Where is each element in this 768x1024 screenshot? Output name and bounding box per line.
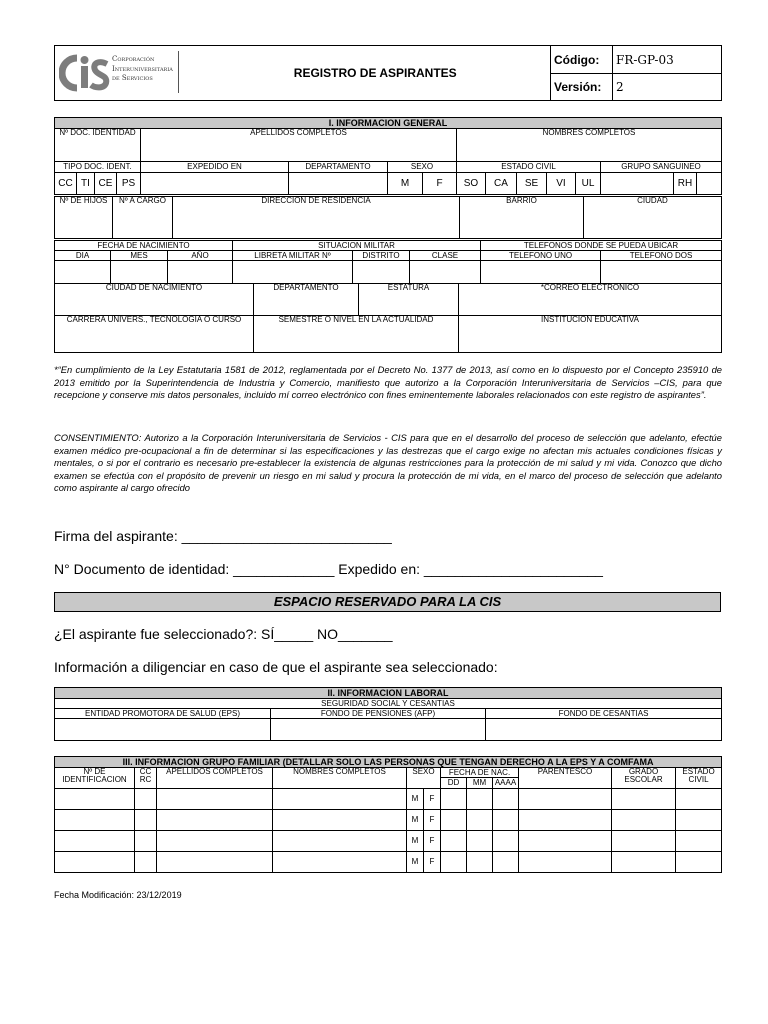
civil-option-vi[interactable]: VI — [547, 173, 576, 195]
fam-grado-cell[interactable] — [612, 810, 676, 831]
institucion-field[interactable]: INSTITUCION EDUCATIVA — [459, 316, 722, 353]
eps-label: ENTIDAD PROMOTORA DE SALUD (EPS) — [55, 709, 271, 719]
situacion-militar-label: SITUACION MILITAR — [233, 241, 481, 251]
fam-sex-f[interactable]: F — [424, 789, 441, 810]
rh-field[interactable]: RH — [674, 173, 697, 195]
libreta-label: LIBRETA MILITAR Nº — [233, 251, 353, 261]
fam-cc-cell[interactable] — [135, 852, 157, 873]
dia-label: DIA — [55, 251, 111, 261]
consent-text — [54, 432, 722, 495]
fam-sex-f[interactable]: F — [424, 831, 441, 852]
fam-cc-label-l1: CC — [139, 767, 152, 776]
carrera-field[interactable]: CARRERA UNIVERS., TECNOLOGIA O CURSO — [55, 316, 254, 353]
distrito-field[interactable] — [353, 261, 410, 284]
fam-cc-label — [135, 768, 157, 789]
eps-field[interactable] — [55, 719, 271, 741]
fam-nombres-label: NOMBRES COMPLETOS — [273, 768, 407, 789]
expedido-label: EXPEDIDO EN — [141, 162, 289, 173]
expedido-field[interactable] — [141, 173, 289, 195]
ano-label: AÑO — [168, 251, 233, 261]
estado-civil-label: ESTADO CIVIL — [457, 162, 601, 173]
fam-apellidos-cell[interactable] — [157, 852, 273, 873]
doc-type-ps[interactable]: PS — [117, 173, 141, 195]
version-label: Versión: — [551, 74, 613, 101]
cis-reserved-banner: ESPACIO RESERVADO PARA LA CIS — [54, 592, 721, 612]
correo-field[interactable]: *CORREO ELECTRONICO — [459, 284, 722, 316]
fam-cc-cell[interactable] — [135, 789, 157, 810]
civil-option-ca[interactable]: CA — [486, 173, 517, 195]
fam-fecha-label: FECHA DE NAC. — [441, 768, 519, 778]
seguridad-label: SEGURIDAD SOCIAL Y CESANTIAS — [55, 699, 722, 709]
grupo-sanguineo-field[interactable] — [601, 173, 674, 195]
signature-line[interactable]: Firma del aspirante: ___________________________ — [54, 528, 392, 544]
sex-option-m[interactable]: M — [388, 173, 423, 195]
fam-estado-label-l1: ESTADO — [682, 767, 715, 776]
distrito-label: DISTRITO — [353, 251, 410, 261]
departamento-label: DEPARTAMENTO — [289, 162, 388, 173]
table-row — [55, 810, 722, 831]
fam-apellidos-cell[interactable] — [157, 789, 273, 810]
mes-field[interactable] — [111, 261, 168, 284]
selected-question[interactable]: ¿El aspirante fue seleccionado?: SÍ_____ NO_______ — [54, 626, 393, 642]
fam-dd-cell[interactable] — [441, 831, 467, 852]
clase-field[interactable] — [410, 261, 481, 284]
section-family-title: III. INFORMACION GRUPO FAMILIAR (DETALLAR SOLO LAS PERSONAS QUE TENGAN DERECHO A LA EPS Y A COMFAMA — [55, 757, 722, 768]
fam-aaaa-cell[interactable] — [493, 831, 519, 852]
doc-type-ti[interactable]: TI — [77, 173, 95, 195]
barrio-field[interactable]: BARRIO — [460, 197, 584, 239]
tel2-label: TELEFONO DOS — [601, 251, 722, 261]
civil-option-so[interactable]: SO — [457, 173, 486, 195]
consent-label: CONSENTIMIENTO: — [54, 432, 142, 443]
fam-parentesco-cell[interactable] — [519, 852, 612, 873]
modification-date: Fecha Modificación: 23/12/2019 — [54, 890, 182, 900]
family-info-table — [54, 756, 722, 873]
afp-label: FONDO DE PENSIONES (AFP) — [271, 709, 486, 719]
clase-label: CLASE — [410, 251, 481, 261]
fam-sexo-label: SEXO — [407, 768, 441, 789]
residence-table — [54, 196, 722, 239]
fam-grado-label — [612, 768, 676, 789]
fam-apellidos-label: APELLIDOS COMPLETOS — [157, 768, 273, 789]
consent-body: Autorizo a la Corporación Interuniversitaria de Servicios - CIS para que en el desarrollo del proceso de selección que adelanto, efectúe examen médico pre-ocupacional a fin de determinar si las especificaciones y las destrezas que el cargo exige no afectan mis actuales condiciones físicas y mentales, o si por el contrario es necesario pre-establecer la existencia de algunas restricciones para la protección de mi salud y mi vida. Conozco que dicho examen se efectúa con el propósito de prevenir un riesgo en mi salud y procura la protección de mi vida, en el marco del proceso de selección que adelanto como aspirante al cargo ofrecido — [54, 432, 722, 493]
civil-option-ul[interactable]: UL — [576, 173, 601, 195]
fam-id-cell[interactable] — [55, 789, 135, 810]
section-labor-title: II. INFORMACION LABORAL — [55, 688, 722, 699]
direccion-field[interactable]: DIRECCION DE RESIDENCIA — [173, 197, 460, 239]
fam-sex-m[interactable]: M — [407, 810, 424, 831]
document-header — [54, 45, 722, 101]
fam-dd-label: DD — [441, 778, 467, 789]
cesantias-field[interactable] — [486, 719, 722, 741]
fam-id-label-l2: IDENTIFICACION — [62, 775, 127, 784]
rh-value-field[interactable] — [697, 173, 722, 195]
fam-mm-cell[interactable] — [467, 789, 493, 810]
fam-parentesco-cell[interactable] — [519, 789, 612, 810]
fam-sex-m[interactable]: M — [407, 852, 424, 873]
logo-cell — [55, 46, 201, 101]
fam-mm-cell[interactable] — [467, 852, 493, 873]
document-title: REGISTRO DE ASPIRANTES — [201, 46, 551, 101]
sexo-label: SEXO — [388, 162, 457, 173]
table-row — [55, 789, 722, 810]
doc-id-field[interactable]: Nº DOC. IDENTIDAD — [55, 129, 141, 162]
tel1-field[interactable] — [481, 261, 601, 284]
nombres-field[interactable]: NOMBRES COMPLETOS — [457, 129, 722, 162]
fam-grado-label-l1: GRADO — [628, 767, 659, 776]
version-value: 2 — [613, 74, 722, 101]
labor-info-table — [54, 687, 722, 741]
logo-text-line: Corporación — [112, 55, 155, 63]
afp-field[interactable] — [271, 719, 486, 741]
dia-field[interactable] — [55, 261, 111, 284]
tel2-field[interactable] — [601, 261, 722, 284]
education-table — [54, 283, 722, 353]
fam-cc-cell[interactable] — [135, 810, 157, 831]
fam-estado-label — [676, 768, 722, 789]
telefonos-label: TELEFONOS DONDE SE PUEDA UBICAR — [481, 241, 722, 251]
ciudad-field[interactable]: CIUDAD — [584, 197, 722, 239]
code-label: Código: — [551, 46, 613, 74]
table-row — [55, 852, 722, 873]
grupo-sanguineo-label: GRUPO SANGUINEO — [601, 162, 722, 173]
fam-aaaa-cell[interactable] — [493, 789, 519, 810]
fam-mm-label: MM — [467, 778, 493, 789]
fam-id-label — [55, 768, 135, 789]
estatura-field[interactable]: ESTATURA — [359, 284, 459, 316]
table-row — [55, 831, 722, 852]
general-info-table — [54, 117, 722, 195]
fam-cc-cell[interactable] — [135, 831, 157, 852]
fam-nombres-cell[interactable] — [273, 789, 407, 810]
data-protection-text: *“En cumplimiento de la Ley Estatutaria 1581 de 2012, reglamentada por el Decreto No. 1377 de 2013, así como en lo dispuesto por el Concepto 235910 de 2013 emitido por la Superintendencia de Industria y Comercio, manifiesto que autorizo a la Corporación Interuniversitaria de Servicios –CIS, para que recepcione y conserve mis datos personales, incluido mí correo electrónico con fines eminentemente laborales relacionados con este registro de aspirantes”. — [54, 364, 722, 400]
fam-aaaa-cell[interactable] — [493, 852, 519, 873]
a-cargo-field[interactable]: Nº A CARGO — [113, 197, 173, 239]
code-value: FR-GP-03 — [613, 46, 722, 74]
fam-nombres-cell[interactable] — [273, 810, 407, 831]
fam-dd-cell[interactable] — [441, 789, 467, 810]
logo-text — [112, 55, 173, 84]
birth-military-table — [54, 240, 722, 284]
fam-parentesco-label: PARENTESCO — [519, 768, 612, 789]
fam-estado-cell[interactable] — [676, 831, 722, 852]
fam-id-label-l1: Nº DE — [83, 767, 106, 776]
semestre-field[interactable]: SEMESTRE O NIVEL EN LA ACTUALIDAD — [254, 316, 459, 353]
fam-parentesco-cell[interactable] — [519, 810, 612, 831]
fam-mm-cell[interactable] — [467, 831, 493, 852]
fam-sex-f[interactable]: F — [424, 852, 441, 873]
logo-divider — [178, 51, 179, 93]
mes-label: MES — [111, 251, 168, 261]
ciudad-nac-field[interactable]: CIUDAD DE NACIMIENTO — [55, 284, 254, 316]
fam-parentesco-cell[interactable] — [519, 831, 612, 852]
logo-text-line: de Servicios — [112, 74, 153, 82]
fam-id-cell[interactable] — [55, 831, 135, 852]
document-id-line[interactable]: N° Documento de identidad: _____________ Expedido en: _______________________ — [54, 561, 603, 577]
fam-dd-cell[interactable] — [441, 810, 467, 831]
section-general-title: I. INFORMACION GENERAL — [55, 118, 722, 129]
fam-estado-cell[interactable] — [676, 852, 722, 873]
departamento-nac-field[interactable]: DEPARTAMENTO — [254, 284, 359, 316]
departamento-field[interactable] — [289, 173, 388, 195]
fam-mm-cell[interactable] — [467, 810, 493, 831]
cis-logo — [55, 46, 201, 100]
fam-id-cell[interactable] — [55, 810, 135, 831]
doc-type-cc[interactable]: CC — [55, 173, 77, 195]
apellidos-field[interactable]: APELLIDOS COMPLETOS — [141, 129, 457, 162]
fam-sex-m[interactable]: M — [407, 831, 424, 852]
fecha-nac-label: FECHA DE NACIMIENTO — [55, 241, 233, 251]
hijos-field[interactable]: Nº DE HIJOS — [55, 197, 113, 239]
fam-id-cell[interactable] — [55, 852, 135, 873]
sex-option-f[interactable]: F — [423, 173, 457, 195]
doc-type-ce[interactable]: CE — [95, 173, 117, 195]
ano-field[interactable] — [168, 261, 233, 284]
fam-apellidos-cell[interactable] — [157, 831, 273, 852]
logo-text-line: Interuniversitaria — [112, 64, 173, 73]
fam-grado-cell[interactable] — [612, 831, 676, 852]
fam-estado-cell[interactable] — [676, 789, 722, 810]
fam-cc-label-l2: RC — [139, 775, 152, 784]
fam-sex-f[interactable]: F — [424, 810, 441, 831]
cesantias-label: FONDO DE CESANTIAS — [486, 709, 722, 719]
fam-dd-cell[interactable] — [441, 852, 467, 873]
fam-nombres-cell[interactable] — [273, 831, 407, 852]
fam-nombres-cell[interactable] — [273, 852, 407, 873]
fam-sex-m[interactable]: M — [407, 789, 424, 810]
civil-option-se[interactable]: SE — [517, 173, 547, 195]
tipo-doc-label: TIPO DOC. IDENT. — [55, 162, 141, 173]
fam-grado-label-l2: ESCOLAR — [624, 775, 663, 784]
tel1-label: TELEFONO UNO — [481, 251, 601, 261]
libreta-field[interactable] — [233, 261, 353, 284]
info-instruction: Información a diligenciar en caso de que el aspirante sea seleccionado: — [54, 659, 498, 675]
fam-grado-cell[interactable] — [612, 852, 676, 873]
fam-grado-cell[interactable] — [612, 789, 676, 810]
cis-logo-icon — [59, 50, 113, 96]
fam-aaaa-label: AAAA — [493, 778, 519, 789]
fam-estado-cell[interactable] — [676, 810, 722, 831]
fam-aaaa-cell[interactable] — [493, 810, 519, 831]
fam-estado-label-l2: CIVIL — [688, 775, 709, 784]
fam-apellidos-cell[interactable] — [157, 810, 273, 831]
